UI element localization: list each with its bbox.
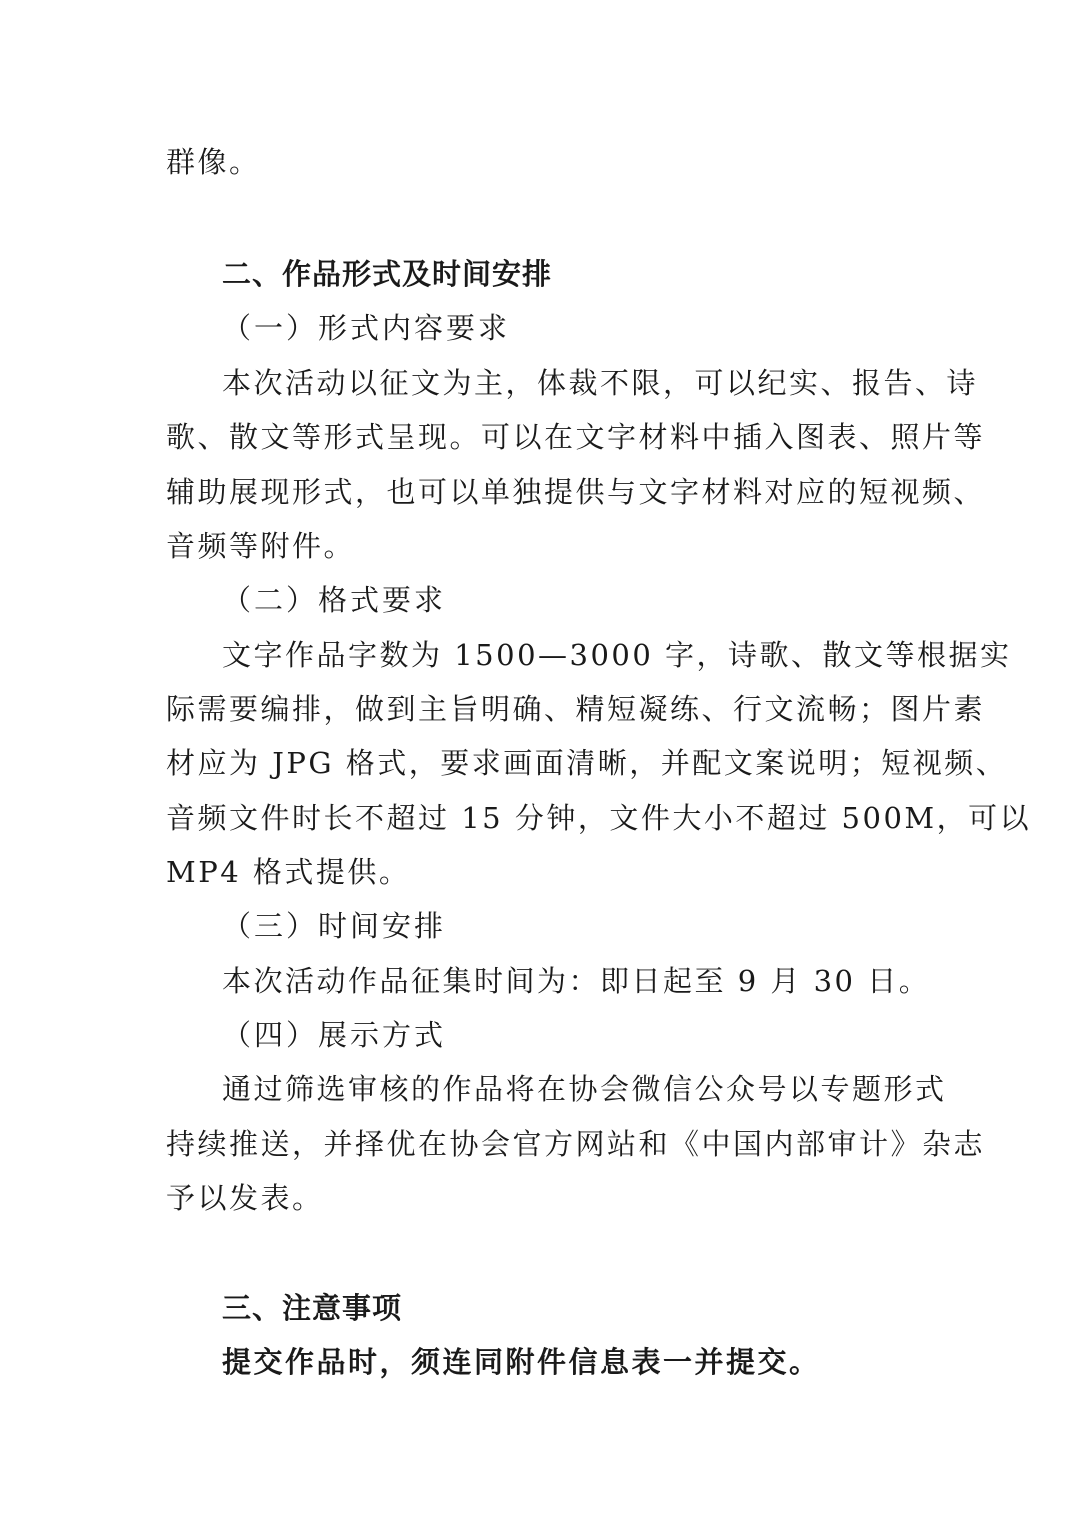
sub1-line-1: 本次活动以征文为主，体裁不限，可以纪实、报告、诗 [222,366,979,400]
sub2-line-3: 材应为 JPG 格式，要求画面清晰，并配文案说明；短视频、 [166,746,1008,780]
sub4-line-1: 通过筛选审核的作品将在协会微信公众号以专题形式 [222,1072,947,1106]
sub4-line-2: 持续推送，并择优在协会官方网站和《中国内部审计》杂志 [166,1127,986,1161]
sub3-line-1: 本次活动作品征集时间为：即日起至 9 月 30 日。 [222,964,931,998]
sub4-title: （四）展示方式 [222,1018,447,1052]
sub4-line-3: 予以发表。 [166,1181,324,1215]
section3-title: 三、注意事项 [222,1291,403,1325]
sub1-line-2: 歌、散文等形式呈现。可以在文字材料中插入图表、照片等 [166,420,986,454]
sub2-line-4: 音频文件时长不超过 15 分钟，文件大小不超过 500M，可以 [166,801,1032,835]
sub1-line-3: 辅助展现形式，也可以单独提供与文字材料对应的短视频、 [166,475,986,509]
sub1-title: （一）形式内容要求 [222,311,511,345]
sub2-title: （二）格式要求 [222,583,447,617]
sub2-line-5: MP4 格式提供。 [166,855,411,889]
sub3-title: （三）时间安排 [222,909,447,943]
sub2-line-1: 文字作品字数为 1500—3000 字，诗歌、散文等根据实 [222,638,1012,672]
section2-title: 二、作品形式及时间安排 [222,257,553,291]
section3-note: 提交作品时，须连同附件信息表一并提交。 [222,1345,821,1379]
intro-tail-text: 群像。 [166,145,261,179]
sub2-line-2: 际需要编排，做到主旨明确、精短凝练、行文流畅；图片素 [166,692,986,726]
sub1-line-4: 音频等附件。 [166,529,356,563]
